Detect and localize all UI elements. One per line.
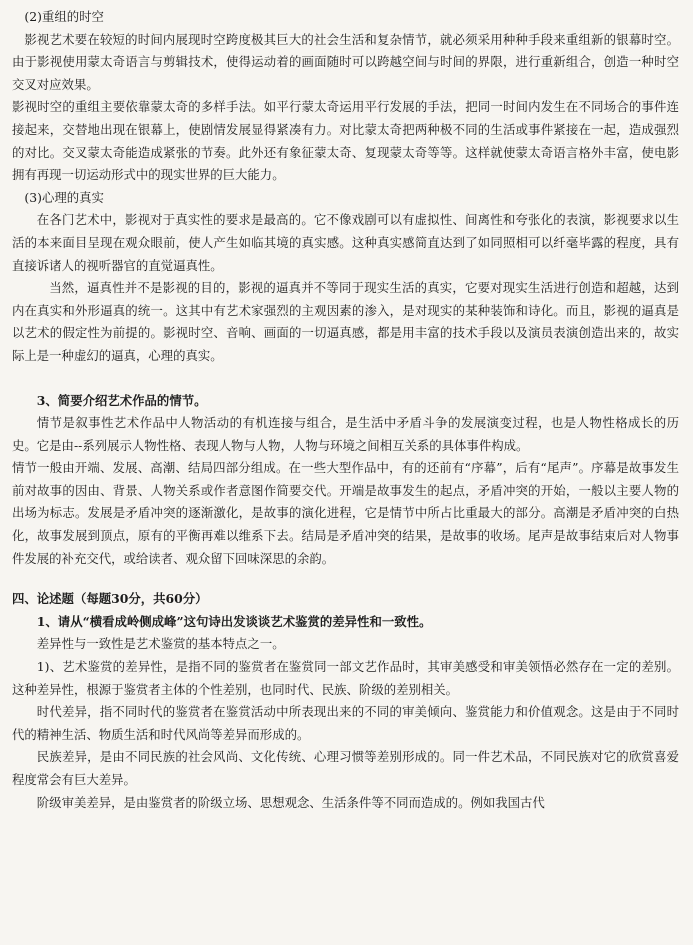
paragraph-plot-definition: 情节是叙事性艺术作品中人物活动的有机连接与组合，是生活中矛盾斗争的发展演变过程，也是人物性格成长的历史。它是由--系列展示人物性格、表现人物与人物，人物与环境之间相互关系的具体事件构成。 bbox=[12, 415, 679, 453]
subheading-psychological-truth: (3)心理的真实 bbox=[24, 189, 104, 205]
paragraph-montage-methods: 影视时空的重组主要依靠蒙太奇的多样手法。如平行蒙太奇运用平行发展的手法，把同一时间内发生在不同场合的事件连接起来，交替地出现在银幕上，使剧情发展显得紧凑有力。对比蒙太奇把两种极不同的生活或事件紧接在一起，造成强烈的对比。交叉蒙太奇能造成紧张的节奏。此外还有象征蒙太奇、复现蒙太奇等等。这样就使蒙太奇语言格外丰富，使电影拥有再现一切运动形式中的现实世界的巨大能力。 bbox=[12, 99, 679, 183]
paragraph-space-time-intro: 影视艺术要在较短的时间内展现时空跨度极其巨大的社会生活和复杂情节，就必须采用种种手段来重组新的银幕时空。由于影视使用蒙太奇语言与剪辑技术，使得运动着的画面随时可以跨越空间与时间的界限，进行重新组合，创造一种时空交叉对应效果。 bbox=[12, 31, 679, 92]
question-heading-appreciation: 1、请从“横看成岭侧成峰”这句诗出发谈谈艺术鉴赏的差异性和一致性。 bbox=[36, 613, 432, 629]
subheading-reorganized-space-time: (2)重组的时空 bbox=[24, 9, 104, 24]
paragraph-era-difference: 时代差异，指不同时代的鉴赏者在鉴赏活动中所表现出来的不同的审美倾向、鉴赏能力和价值观念。这是由于不同时代的精神生活、物质生活和时代风尚等差异而形成的。 bbox=[12, 704, 679, 742]
paragraph-difference-definition: 1)、艺术鉴赏的差异性，是指不同的鉴赏者在鉴赏同一部文艺作品时，其审美感受和审美领悟必然存在一定的差别。这种差异性，根源于鉴赏者主体的个性差别，也同时代、民族、阶级的差别相关。 bbox=[12, 659, 679, 697]
paragraph-realism-requirement: 在各门艺术中，影视对于真实性的要求是最高的。它不像戏剧可以有虚拟性、间离性和夸张化的表演，影视要求以生活的本来面目呈现在观众眼前，使人产生如临其境的真实感。这种真实感简直达到了如同照相可以纤毫毕露的程度，具有直接诉诸人的视听器官的直觉逼真性。 bbox=[12, 212, 679, 273]
paragraph-class-difference: 阶级审美差异，是由鉴赏者的阶级立场、思想观念、生活条件等不同而造成的。例如我国古代 bbox=[36, 794, 545, 810]
paragraph-nation-difference: 民族差异，是由不同民族的社会风尚、文化传统、心理习惯等差别形成的。同一件艺术品，不同民族对它的欣赏喜爱程度常会有巨大差异。 bbox=[12, 749, 679, 787]
paragraph-realism-not-goal: 当然，逼真性并不是影视的目的，影视的逼真并不等同于现实生活的真实，它要对现实生活进行创造和超越，达到内在真实和外形逼真的统一。这其中有艺术家强烈的主观因素的渗入，是对现实的某种装饰和诗化。而且，影视的逼真是以艺术的假定性为前提的。影视时空、音响、画面的一切逼真感，都是用丰富的技术手段以及演员表演创造出来的，故实际上是一种虚幻的逼真，心理的真实。 bbox=[12, 280, 679, 363]
question-heading-plot: 3、简要介绍艺术作品的情节。 bbox=[36, 392, 207, 408]
paragraph-appreciation-intro: 差异性与一致性是艺术鉴赏的基本特点之一。 bbox=[36, 636, 285, 652]
spacer bbox=[12, 570, 679, 588]
paragraph-plot-structure: 情节一般由开端、发展、高潮、结局四部分组成。在一些大型作品中，有的还前有“序幕”，后有“尾声”。序幕是故事发生前对故事的因由、背景、人物关系或作者意图作简要交代。开端是故事发生的起点，矛盾冲突的开始，一般以主要人物的出场为标志。发展是矛盾冲突的逐渐激化，是故事的演化进程，它是情节中所占比重最大的部分。高潮是矛盾冲突的白热化，故事发展到顶点，原有的平衡再难以维系下去。结局是矛盾冲突的结果，是故事的收场。尾声是故事结束后对人物事件发展的补充交代，或给读者、观众留下回味深思的余韵。 bbox=[12, 460, 679, 566]
section-heading-essay-questions: 四、论述题（每题30分，共60分） bbox=[12, 591, 208, 607]
spacer bbox=[12, 368, 679, 390]
